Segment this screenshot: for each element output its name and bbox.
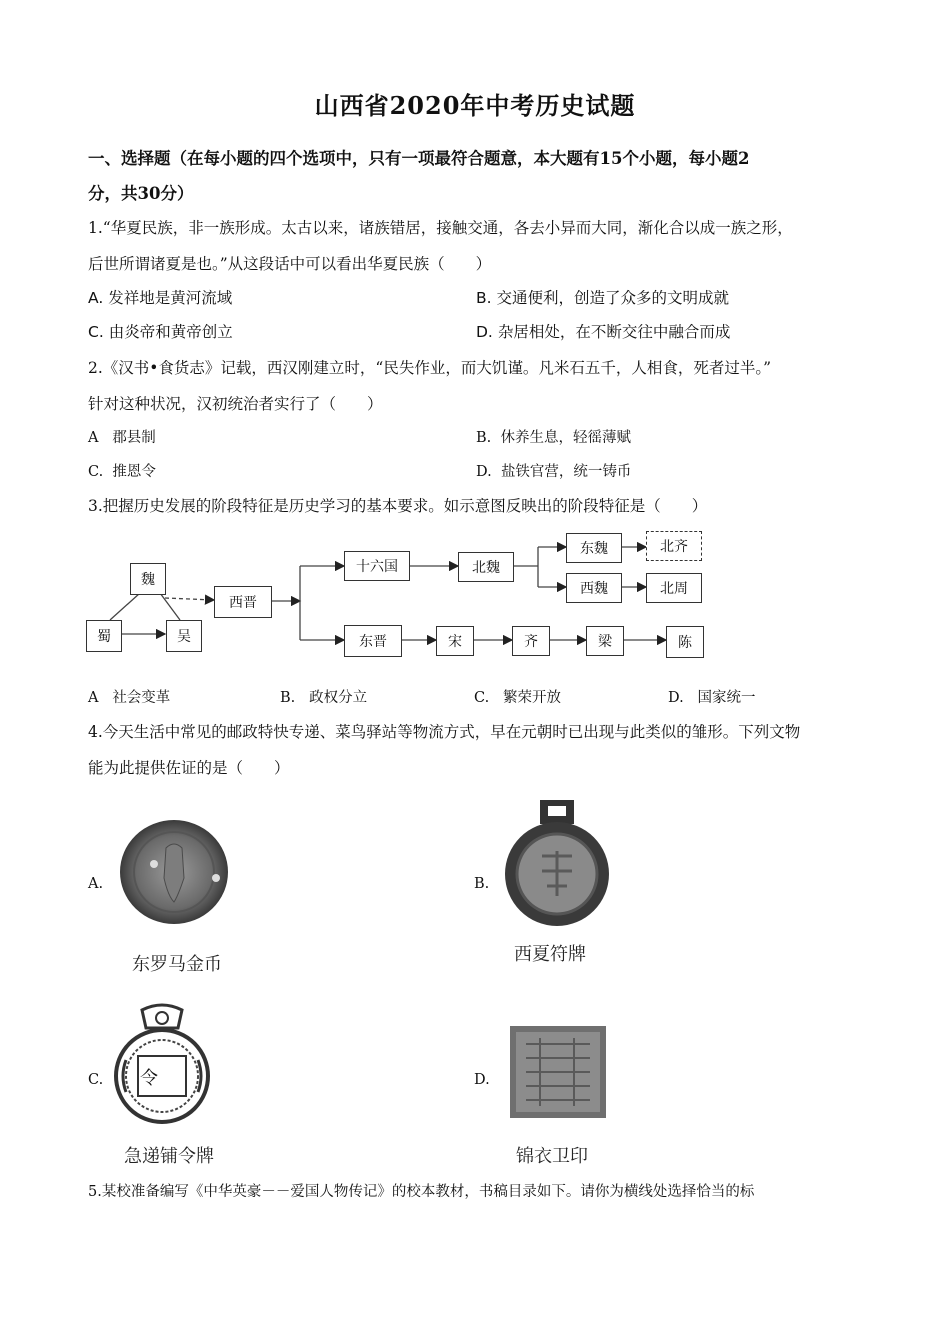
option-letter: B. [280,690,296,706]
q1-stem-line2: 后世所谓诸夏是也。”从这段话中可以看出华夏民族（ ） [88,255,492,273]
option-text: 政权分立 [309,690,368,706]
q3-option-a [88,686,170,707]
option-text: 推恩令 [112,464,156,480]
box-wu: 吴 [166,620,202,652]
box-chen: 陈 [666,626,704,658]
box-beiwei: 北魏 [458,552,514,582]
q3-stem: 3.把握历史发展的阶段特征是历史学习的基本要求。如示意图反映出的阶段特征是（ ） [88,497,708,515]
box-beizhou: 北周 [646,573,702,603]
option-letter: A [88,430,99,446]
q4-option-a-caption: 东罗马金币 [132,954,222,975]
option-letter: D. [668,690,684,706]
q2-stem-line2: 针对这种状况，汉初统治者实行了（ ） [88,395,383,413]
q2-stem-line1: 2.《汉书•食货志》记载，西汉刚建立时，“民失作业，而大饥谨。凡米石五千，人相食，死者过半。” [88,359,772,377]
option-text: 休养生息，轻徭薄赋 [500,430,631,446]
q3-option-b [280,686,367,707]
xixia-token-image [502,796,612,930]
q4-option-b-caption: 西夏符牌 [514,944,586,965]
box-liang: 梁 [586,626,624,656]
option-letter: C. [474,690,490,706]
box-dongwei: 东魏 [566,533,622,563]
plate-seal-character: 令 [140,1068,158,1089]
option-letter: C. [88,323,104,341]
q4-stem-line2: 能为此提供佐证的是（ ） [88,759,290,777]
option-text: 由炎帝和黄帝创立 [108,323,233,341]
q5-stem-line1: 5.某校准备编写《中华英豪－－爱国人物传记》的校本教材，书稿目录如下。请你为横线处选择恰当的标 [88,1184,755,1200]
option-text: 国家统一 [697,690,756,706]
section-heading-line2: 分，共30分） [88,184,194,203]
q4-option-d-letter: D. [474,1072,490,1088]
box-wei: 魏 [130,563,166,595]
option-text: 社会变革 [112,690,171,706]
option-text: 发祥地是黄河流域 [108,289,233,307]
q3-option-d [668,686,756,707]
option-text: 盐铁官营，统一铸币 [500,464,632,480]
option-letter: C. [88,464,104,480]
option-letter: A [88,690,99,706]
option-text: 交通便利，创造了众多的文明成就 [496,289,730,307]
q4-option-d-caption: 锦衣卫印 [516,1146,588,1167]
option-letter: D. [476,323,493,341]
courier-plate-image [112,1000,212,1130]
byzantine-coin-image [118,818,230,926]
option-text: 繁荣开放 [503,690,562,706]
page-title: 山西省2020年中考历史试题 [314,91,636,120]
q4-option-c-letter: C. [88,1072,104,1088]
box-qi: 齐 [512,626,550,656]
q4-option-a-letter: A. [88,876,104,892]
option-letter: B. [476,289,492,307]
box-xijin: 西晋 [214,586,272,618]
q4-stem-line1: 4.今天生活中常见的邮政特快专递、菜鸟驿站等物流方式，早在元朝时已出现与此类似的雏形。下列文物 [88,723,801,741]
option-letter: D. [476,464,492,480]
q1-stem-line1: 1.“华夏民族，非一族形成。太古以来，诸族错居，接触交通，各去小异而大同，渐化合以成一族之形， [88,219,793,237]
box-shu: 蜀 [86,620,122,652]
q4-option-c-caption: 急递铺令牌 [124,1146,214,1167]
option-letter: B. [476,430,492,446]
option-letter: A. [88,289,104,307]
jinyiwei-seal-image [510,1026,606,1118]
box-beiqi: 北齐 [646,531,702,561]
box-dongjin: 东晋 [344,625,402,657]
section-heading-line1: 一、选择题（在每小题的四个选项中，只有一项最符合题意，本大题有15个小题，每小题2 [88,149,750,168]
box-shiliuguo: 十六国 [344,551,410,581]
q4-option-b-letter: B. [474,876,490,892]
box-xiwei: 西魏 [566,573,622,603]
option-text: 杂居相处，在不断交往中融合而成 [497,323,731,341]
box-song: 宋 [436,626,474,656]
option-text: 郡县制 [112,430,156,446]
q3-option-c [474,686,561,707]
